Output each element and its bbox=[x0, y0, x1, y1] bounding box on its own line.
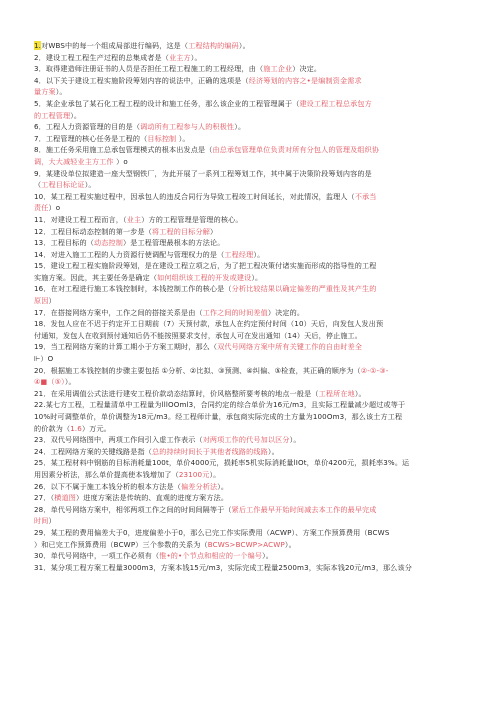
question-text: 7．工程管理的核心任务是工程的（ bbox=[34, 133, 148, 143]
question-text: ）。 bbox=[253, 249, 265, 259]
question-text: ）。 bbox=[64, 377, 76, 387]
text-line bbox=[34, 434, 474, 446]
text-line bbox=[34, 504, 474, 516]
question-text: ）。 bbox=[251, 272, 263, 282]
text-line bbox=[34, 446, 474, 458]
question-text: ）和已完工作预算费用（BCWP）三个参数的关系为（ bbox=[34, 539, 208, 549]
text-line bbox=[34, 330, 474, 342]
question-text: ）。 bbox=[284, 539, 296, 549]
question-text: 28．单代号网络方案中，相邻两项工作之间的时间间隔等于（ bbox=[34, 504, 232, 514]
question-text: 2．建设工程工程生产过程的总集成者是（ bbox=[34, 52, 170, 62]
answer-text: 目标控制 bbox=[147, 133, 177, 143]
text-line bbox=[34, 214, 474, 226]
question-text: ）o bbox=[48, 203, 61, 213]
answer-text: 动态控制 bbox=[94, 238, 124, 248]
question-text: 24．工程网络方案的关键线路是指（ bbox=[34, 446, 152, 456]
text-line bbox=[34, 388, 474, 400]
question-text: ）。 bbox=[55, 87, 67, 97]
text-line bbox=[34, 457, 474, 469]
text-line bbox=[34, 98, 474, 110]
question-text: ）。 bbox=[262, 551, 274, 561]
answer-text: 惟•的•个节点和相应的一个编号 bbox=[159, 551, 263, 561]
question-text: 26．以下不属于施工本钱分析的根本方法是（ bbox=[34, 481, 181, 491]
question-text: 30．单代号网络中，一项工作必须有（ bbox=[34, 551, 160, 561]
question-text: 16．在对工程进行施工本钱控制时，本钱控制工作的核心是（ bbox=[34, 284, 232, 294]
answer-text: 经济筹划的内容之•是编制资金需求 bbox=[248, 75, 362, 85]
text-line bbox=[34, 121, 474, 133]
question-text: 10%时可调整单价，单价调整为18元/m3。经工程师计量，承包商实际完成的土方量为100Om3，那么该土方工程 bbox=[34, 412, 403, 421]
question-text: 5．某企业承包了某石化工程工程的设计和施工任务，那么该企业的工程管理属于（ bbox=[34, 98, 300, 108]
question-text: ）。 bbox=[289, 435, 301, 445]
question-text: 21．在采用调值公式法进行建安工程价款动态结算时，价风格整所要考核的地点一般是（ bbox=[34, 388, 319, 398]
text-line bbox=[34, 341, 474, 353]
answer-text: BCWS>BCWP>ACWP bbox=[207, 539, 285, 549]
question-text: 18．发包人应在不迟于约定开工日期前（7）天预付款，承包人在约定预付时间（10）天后，向发包人发出预 bbox=[34, 319, 384, 329]
answer-text: 偏差分析法 bbox=[180, 481, 218, 491]
question-text: ⊩）O bbox=[34, 354, 54, 364]
question-text: 17．在搭接网络方案中，工作之间的搭接关系是由（ bbox=[34, 307, 203, 317]
text-line bbox=[34, 469, 474, 481]
answer-text: 分析比较结果以确定偏差的严重性及其产生的 bbox=[231, 284, 377, 294]
answer-text: 双代号网络方案中所有关键工作的自由时差全 bbox=[217, 342, 363, 352]
answer-text: 量方案 bbox=[34, 87, 56, 97]
text-line bbox=[34, 481, 474, 493]
text-line bbox=[34, 133, 474, 145]
text-line bbox=[34, 295, 474, 307]
answer-text: 总的持续时间长于其他者线路的线路 bbox=[151, 446, 268, 456]
answer-text: 建设工程工程总承包方 bbox=[299, 98, 372, 108]
answer-text: 施工企业 bbox=[263, 64, 293, 74]
question-text: ）。 bbox=[209, 469, 221, 479]
answer-text: 不承当 bbox=[354, 191, 377, 201]
question-text: 11．对建设工程工程而言，（ bbox=[34, 214, 127, 224]
text-line bbox=[34, 550, 474, 562]
question-text: ）。 bbox=[234, 122, 246, 132]
question-text: ）进度方案法是传统的、直观的进度方案方法。 bbox=[76, 493, 229, 503]
question-text: 19．当工程网络方案的计算工期小于方案工期时，那么（ bbox=[34, 342, 218, 352]
answer-text: 工程所在地 bbox=[318, 388, 355, 398]
question-text: （ bbox=[34, 180, 42, 190]
question-text: ）。 bbox=[84, 180, 96, 190]
text-line bbox=[34, 492, 474, 504]
text-line bbox=[34, 411, 474, 423]
document-body bbox=[34, 40, 474, 573]
answer-text: 的工程管理 bbox=[34, 110, 71, 120]
text-line bbox=[34, 63, 474, 75]
text-line bbox=[34, 539, 474, 551]
answer-text: 业主 bbox=[126, 214, 142, 224]
highlighted-text: 1. bbox=[34, 41, 42, 50]
question-text: 4．以下关于建设工程实施阶段筹划内容的说法中，正确的选项是（ bbox=[34, 75, 249, 85]
question-text: ）。 bbox=[190, 52, 202, 62]
text-line bbox=[34, 365, 474, 377]
question-text: 20．根据施工本钱控制的步骤主要包括 ①分析、②比拟、③预测、④纠偏、⑤检查，其正确的顺序为（ bbox=[34, 365, 361, 375]
answer-text: 如何组织该工程的开发或建设 bbox=[157, 272, 252, 282]
answer-text: 业主方 bbox=[169, 52, 191, 62]
question-text: ） bbox=[48, 516, 56, 526]
answer-text: 工程目标论证 bbox=[41, 180, 85, 190]
answer-text: 工作之间的时间差值 bbox=[202, 307, 268, 317]
answer-text: 工程结构的编码 bbox=[188, 41, 239, 50]
answer-text: 工程经理 bbox=[224, 249, 254, 259]
answer-text: 横道图 bbox=[54, 493, 76, 503]
text-line bbox=[34, 75, 474, 87]
question-text: 6．工程人力资源管理的目的是（ bbox=[34, 122, 141, 132]
question-text: 14．对进入施工工程的人力资源行使调配与管理权力的是（ bbox=[34, 249, 225, 259]
text-line bbox=[34, 249, 474, 261]
text-line bbox=[34, 237, 474, 249]
text-line bbox=[34, 86, 474, 98]
question-text: ）决定的。 bbox=[267, 307, 305, 317]
question-text: ）。 bbox=[176, 133, 190, 143]
question-text: 的价款为（ bbox=[34, 423, 71, 433]
answer-text: ④■（⑤） bbox=[34, 377, 65, 387]
text-line bbox=[34, 110, 474, 122]
text-line bbox=[34, 168, 474, 180]
text-line bbox=[34, 191, 474, 203]
question-text: 用因素分析法，那么单价提高使本钱增加了（ bbox=[34, 469, 179, 479]
question-text: ）方的工程管理是管理的核心。 bbox=[141, 214, 243, 224]
text-line bbox=[34, 40, 474, 52]
answer-text: 原因 bbox=[34, 296, 49, 306]
question-text: ）。 bbox=[217, 481, 229, 491]
question-text: 31．某分项工程方案工程量3000m3，方案本钱15元/m3，实际完成工程量2500m3，实际本钱20元/m3，那么该分 bbox=[34, 562, 413, 572]
question-text: 付通知，发包人在收到预付通知后仍不能按照要求支付，承包人可在发出通知（14）天后，停止施工。 bbox=[34, 330, 363, 340]
text-line bbox=[34, 527, 474, 539]
question-text: 3．取得建造师注册证书的人员是否担任工程工程施工的工程经理，由（ bbox=[34, 64, 264, 74]
answer-text: 对两项工作的代号加以区分 bbox=[202, 435, 290, 445]
answer-text: ②-①-③- bbox=[360, 365, 389, 375]
text-line bbox=[34, 179, 474, 191]
text-line bbox=[34, 283, 474, 295]
answer-text: 将工程的目标分解 bbox=[151, 226, 210, 236]
text-line bbox=[34, 353, 474, 365]
question-text: ）。 bbox=[70, 110, 82, 120]
question-text: 29．某工程的费用偏差大于0，进度偏差小于0，那么已完工作实际费用（ACWP）、方案工作预算费用（BCWS bbox=[34, 527, 390, 537]
question-text: ） bbox=[209, 226, 218, 236]
answer-text: 时间 bbox=[34, 516, 49, 526]
text-line bbox=[34, 423, 474, 435]
question-text: 25．某工程材料中钢筋的目标消耗量100t，单价4000元，损耗率5机实际消耗量lIOt，单价4200元，损耗率3%。运 bbox=[34, 458, 410, 468]
question-text: 10．某工程工程实施过程中，因承包人的违反合同行为导致工程竣工时间延长，对此情况，监理人（ bbox=[34, 191, 355, 201]
answer-text: 调，大大减轻业主方工作 bbox=[34, 156, 114, 166]
text-line bbox=[34, 515, 474, 527]
question-text: 12．工程目标动态控制的第一步是（ bbox=[34, 226, 152, 236]
text-line bbox=[34, 318, 474, 330]
text-line bbox=[34, 272, 474, 284]
text-line bbox=[34, 144, 474, 156]
answer-text: 由总承包管理单位负责对所有分包人的管理及组织协 bbox=[212, 145, 380, 155]
question-text: 27．（ bbox=[34, 493, 55, 503]
text-line bbox=[34, 52, 474, 64]
text-line bbox=[34, 226, 474, 238]
text-line bbox=[34, 562, 474, 574]
question-text: ）万元。 bbox=[81, 423, 111, 433]
question-text: ） bbox=[48, 296, 56, 306]
answer-text: 1.6 bbox=[70, 423, 82, 433]
text-line bbox=[34, 202, 474, 214]
question-text: ）。 bbox=[238, 41, 250, 50]
question-text: ）是工程管理最根本的方法论。 bbox=[123, 238, 225, 248]
question-text: ）o bbox=[113, 156, 128, 166]
answer-text: 调动所有工程参与人的积极性 bbox=[140, 122, 235, 132]
question-text: ）决定。 bbox=[292, 64, 322, 74]
question-text: ）。 bbox=[354, 388, 366, 398]
text-line bbox=[34, 307, 474, 319]
answer-text: 责任 bbox=[34, 203, 49, 213]
text-line bbox=[34, 376, 474, 388]
question-text: ）。 bbox=[267, 446, 279, 456]
text-line bbox=[34, 156, 474, 168]
question-text: 22.某七方工程，工程量清单中工程量为lllOOml3，合同约定的综合单价为16元/m3，且实际工程量减少超过或等于 bbox=[34, 400, 406, 410]
text-line bbox=[34, 260, 474, 272]
question-text: 对WBS中的每一个组成局部进行编码，这是（ bbox=[41, 41, 189, 50]
answer-text: 23100元 bbox=[178, 469, 210, 479]
question-text: 15．建设工程工程实施阶段筹划，是在建设工程立项之后，为了把工程决策付诸实施而形成的指导性的工程 bbox=[34, 261, 377, 271]
question-text: 实施方案。因此，其主要任务是确定（ bbox=[34, 272, 158, 282]
question-text: 9．某建设单位拟建造一座大型钢铁厂，为此开展了一系列工程筹划工作，其中属于决策阶段筹划内容的是 bbox=[34, 168, 372, 178]
question-text: 23．双代号网络图中，两项工作间引入虚工作表示（ bbox=[34, 435, 203, 445]
question-text: 8．施工任务采用施工总承包管理模式的根本出发点是（ bbox=[34, 145, 213, 155]
text-line bbox=[34, 399, 474, 411]
answer-text: 紧后工作最早开始时间减去本工作的最早完成 bbox=[231, 504, 377, 514]
question-text: 13．工程目标的（ bbox=[34, 238, 95, 248]
